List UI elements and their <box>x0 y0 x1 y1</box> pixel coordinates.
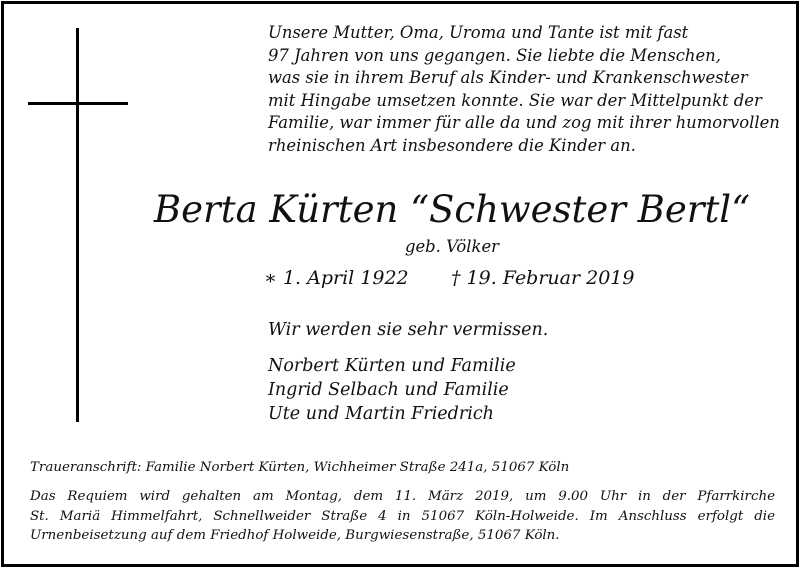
intro-text <box>268 22 778 157</box>
deceased-name: Berta Kürten “Schwester Bertl“ <box>153 188 751 231</box>
mourners-list <box>268 354 516 426</box>
birth-date: ∗ 1. April 1922 <box>264 267 409 289</box>
intro-line: mit Hingabe umsetzen konnte. Sie war der Mittelpunkt der <box>268 90 762 110</box>
mourner: Ingrid Selbach und Familie <box>268 380 509 400</box>
requiem-line: St. Mariä Himmelfahrt, Schnellweider Straße 4 in 51067 Köln-Holweide. Im Anschluss erfolgt die <box>30 508 775 524</box>
intro-line: was sie in ihrem Beruf als Kinder- und Krankenschwester <box>268 68 748 87</box>
cross-icon-horizontal <box>28 102 128 105</box>
intro-line: rheinischen Art insbesondere die Kinder an. <box>268 135 636 155</box>
death-date: † 19. Februar 2019 <box>451 267 635 289</box>
requiem-line: Das Requiem wird gehalten am Montag, dem 11. März 2019, um 9.00 Uhr in der Pfarrkirche <box>30 489 775 504</box>
farewell-text: Wir werden sie sehr vermissen. <box>268 320 549 340</box>
mourning-address: Traueranschrift: Familie Norbert Kürten, Wichheimer Straße 241a, 51067 Köln <box>30 460 570 475</box>
requiem-line: Urnenbeisetzung auf dem Friedhof Holweide, Burgwiesenstraße, 51067 Köln. <box>30 528 560 543</box>
intro-line: Familie, war immer für alle da und zog mit ihrer humorvollen <box>268 113 780 132</box>
intro-line: 97 Jahren von uns gegangen. Sie liebte die Menschen, <box>268 45 721 65</box>
intro-line: Unsere Mutter, Oma, Uroma und Tante ist mit fast <box>268 23 689 42</box>
requiem-info <box>30 487 775 546</box>
birth-name: geb. Völker <box>404 237 499 256</box>
mourner: Ute und Martin Friedrich <box>268 404 494 424</box>
mourner: Norbert Kürten und Familie <box>268 356 516 376</box>
